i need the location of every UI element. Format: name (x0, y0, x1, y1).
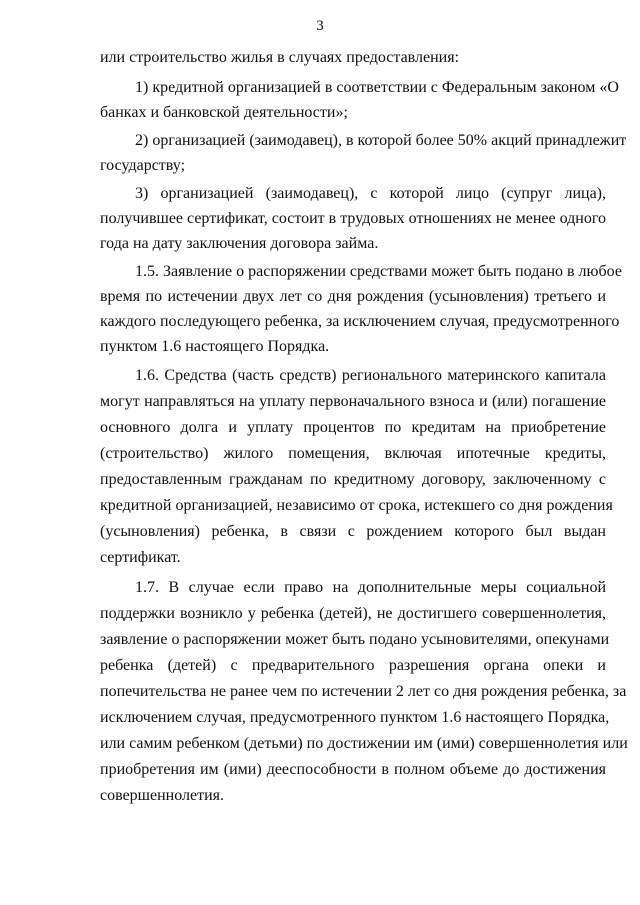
text-line: 3) организацией (заимодавец), с которой лицо (супруг лица), (135, 185, 606, 202)
text-line: получившее сертификат, состоит в трудовых отношениях не менее одного (100, 210, 606, 227)
text-line: сертификат. (100, 549, 181, 566)
text-line: заявление о распоряжении может быть подано усыновителями, опекунами (100, 631, 610, 648)
page-number: 3 (316, 18, 324, 34)
text-line: каждого последующего ребенка, за исключением случая, предусмотренного (100, 313, 620, 330)
text-line: или строительство жилья в случаях предоставления: (100, 49, 460, 66)
text-line: (строительство) жилого помещения, включая ипотечные кредиты, (100, 445, 606, 462)
text-line: (усыновления) ребенка, в связи с рождением которого был выдан (100, 523, 606, 540)
text-line: 1.5. Заявление о распоряжении средствами может быть подано в любое (135, 263, 622, 280)
text-line: ребенка (детей) с предварительного разрешения органа опеки и (100, 657, 606, 674)
text-line: попечительства не ранее чем по истечении 2 лет со дня рождения ребенка, за (100, 683, 627, 700)
text-line: время по истечении двух лет со дня рождения (усыновления) третьего и (100, 288, 606, 305)
text-line: могут направляться на уплату первоначального взноса и (или) погашение (100, 393, 606, 410)
text-line: поддержки возникло у ребенка (детей), не достигшего совершеннолетия, (100, 605, 606, 622)
text-line: приобретения им (ими) дееспособности в полном объеме до достижения (100, 761, 606, 778)
text-line: 2) организацией (заимодавец), в которой более 50% акций принадлежит (135, 132, 627, 149)
text-line: кредитной организацией, независимо от срока, истекшего со дня рождения (100, 497, 613, 514)
text-line: года на дату заключения договора займа. (100, 235, 379, 252)
text-line: основного долга и уплату процентов по кредитам на приобретение (100, 419, 606, 436)
text-line: исключением случая, предусмотренного пунктом 1.6 настоящего Порядка, (100, 709, 610, 726)
text-line: 1.6. Средства (часть средств) регионального материнского капитала (135, 367, 606, 384)
text-line: совершеннолетия. (100, 787, 224, 804)
text-line: 1) кредитной организацией в соответствии с Федеральным законом «О (135, 79, 619, 96)
text-line: государству; (100, 157, 186, 174)
text-line: предоставленным гражданам по кредитному договору, заключенному с (100, 471, 606, 488)
text-line: 1.7. В случае если право на дополнительные меры социальной (135, 579, 606, 596)
text-line: или самим ребенком (детьми) по достижении им (ими) совершеннолетия или (100, 735, 628, 752)
text-line: банках и банковской деятельности»; (100, 104, 348, 121)
text-line: пунктом 1.6 настоящего Порядка. (100, 338, 330, 355)
